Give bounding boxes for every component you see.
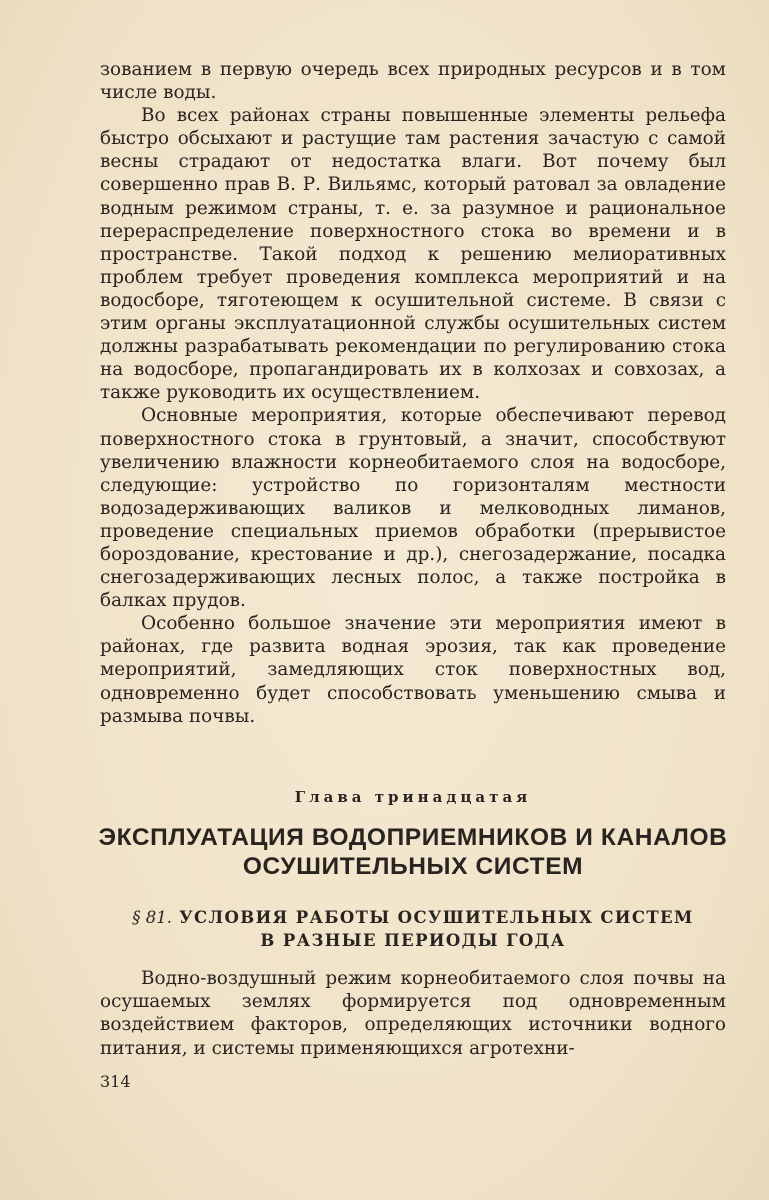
section-paragraph: Водно-воздушный режим корнеобитаемого слоя почвы на осушаемых землях формируется под одновременным воздействием факторов, определяющих источники водного питания, и системы применяющихся агротехни-: [100, 968, 726, 1059]
page-number: 314: [100, 1072, 131, 1091]
chapter-label: Глава тринадцатая: [294, 788, 532, 806]
section-body-text: [100, 967, 726, 1060]
paragraph-erosion: Особенно большое значение эти мероприятия имеют в районах, где развита водная эрозия, так как проведение мероприятий, замедляющих сток поверхностных вод, одновременно будет способствовать уменьшению смыва и размыва почвы.: [100, 613, 726, 727]
section-number: § 81.: [132, 908, 173, 927]
section-title-text-1: УСЛОВИЯ РАБОТЫ ОСУШИТЕЛЬНЫХ СИСТЕМ: [179, 908, 694, 927]
paragraph-measures: Основные мероприятия, которые обеспечивают перевод поверхностного стока в грунтовый, а значит, способствуют увеличению влажности корнеобитаемого слоя на водосборе, следующие: устройство по горизонталям местности водозадерживающих валиков и мелководных лиманов, проведение специальных приемов обработки (прерывистое бороздование, крестование и др.), снегозадержание, посадка снегозадерживающих лесных полос, а также постройка в балках прудов.: [100, 405, 726, 612]
chapter-title-line-2: ОСУШИТЕЛЬНЫХ СИСТЕМ: [242, 853, 584, 880]
body-text: [100, 58, 726, 728]
section-title: [110, 906, 716, 952]
paragraph-relief: Во всех районах страны повышенные элементы рельефа быстро обсыхают и растущие там растения зачастую с самой весны страдают от недостатка влаги. Вот почему был совершенно прав В. Р. Вильямс, который ратовал за овладение водным режимом страны, т. е. за разумное и рациональное перераспределение поверхностного стока во времени и в пространстве. Такой подход к решению мелиоративных проблем требует проведения комплекса мероприятий и на водосборе, тяготеющем к осушительной системе. В связи с этим органы эксплуатационной службы осушительных систем должны разрабатывать рекомендации по регулированию стока на водосборе, пропагандировать их в колхозах и совхозах, а также руководить их осуществлением.: [100, 105, 726, 404]
section-title-line-2: В РАЗНЫЕ ПЕРИОДЫ ГОДА: [260, 931, 566, 950]
paragraph-continued: зованием в первую очередь всех природных ресурсов и в том числе воды.: [100, 59, 726, 104]
chapter-title-line-1: ЭКСПЛУАТАЦИЯ ВОДОПРИЕМНИКОВ И КАНАЛОВ: [98, 824, 728, 851]
chapter-title: [90, 823, 736, 881]
section-title-line-1: [110, 906, 716, 929]
